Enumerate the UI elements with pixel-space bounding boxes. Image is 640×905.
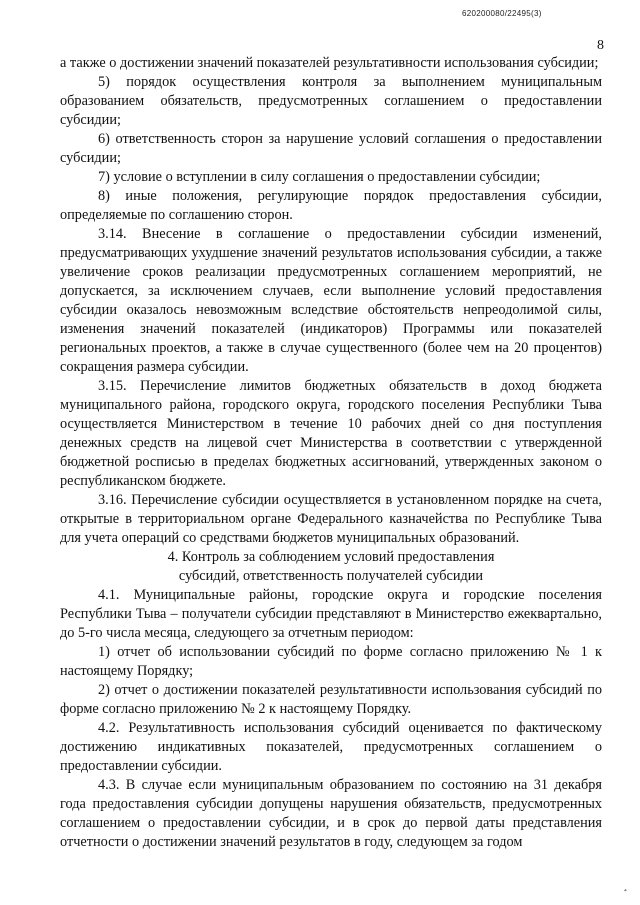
paragraph: 3.14. Внесение в соглашение о предоставлении субсидии изменений, предусматривающих ухудшение значений результатов использования субсидии, а также увеличение сроков реализации предусмотренных соглашением мероприятий, не допускается, за исключением случаев, если выполнение условий предоставления субсидии оказалось невозможным вследствие обстоятельств непреодолимой силы, изменения значений показателей (индикаторов) Программы или показателей региональных проектов, а также в случае существенного (более чем на 20 процентов) сокращения размера субсидии. [60,226,602,375]
section-heading-line-2: субсидий, ответственность получателей субсидии [178,568,484,584]
paragraph: 1) отчет об использовании субсидий по форме согласно приложению № 1 к настоящему Порядку; [60,644,602,679]
corner-mark: ⁴ [624,888,627,896]
section-heading-line-1: 4. Контроль за соблюдением условий предоставления [167,549,495,565]
document-body [60,54,602,852]
page-number: 8 [597,38,604,53]
paragraph: 6) ответственность сторон за нарушение условий соглашения о предоставлении субсидии; [60,131,602,166]
paragraph: 4.1. Муниципальные районы, городские округа и городские поселения Республики Тыва – получатели субсидии представляют в Министерство ежеквартально, до 5-го числа месяца, следующего за отчетным периодом: [60,587,602,641]
paragraph: 4.2. Результативность использования субсидий оценивается по фактическому достижению индикативных показателей, предусмотренных соглашением о предоставлении субсидии. [60,720,602,774]
paragraph: а также о достижении значений показателей результативности использования субсидии; [60,55,599,71]
paragraph: 2) отчет о достижении показателей результативности использования субсидий по форме согласно приложению № 2 к настоящему Порядку. [60,682,602,717]
paragraph: 8) иные положения, регулирующие порядок предоставления субсидии, определяемые по соглашению сторон. [60,188,602,223]
paragraph: 7) условие о вступлении в силу соглашения о предоставлении субсидии; [98,169,541,185]
document-code: 620200080/22495(3) [462,9,542,18]
paragraph: 3.15. Перечисление лимитов бюджетных обязательств в доход бюджета муниципального района, городского округа, городского поселения Республики Тыва осуществляется Министерством в течение 10 рабочих дней со дня поступления денежных средств на лицевой счет Министерства в соответствии с утвержденной бюджетной росписью в пределах бюджетных ассигнований, утвержденных законом о республиканском бюджете. [60,378,602,489]
paragraph: 4.3. В случае если муниципальным образованием по состоянию на 31 декабря года предоставления субсидии допущены нарушения обязательств, предусмотренных соглашением о предоставлении субсидии, и в срок до первой даты представления отчетности о достижении значений результатов в году, следующем за годом [60,777,602,850]
paragraph: 5) порядок осуществления контроля за выполнением муниципальным образованием обязательств, предусмотренных соглашением о предоставлении субсидии; [60,74,602,128]
section-heading [60,548,602,586]
paragraph: 3.16. Перечисление субсидии осуществляется в установленном порядке на счета, открытые в территориальном органе Федерального казначейства по Республике Тыва для учета операций со средствами бюджетов муниципальных образований. [60,492,602,546]
